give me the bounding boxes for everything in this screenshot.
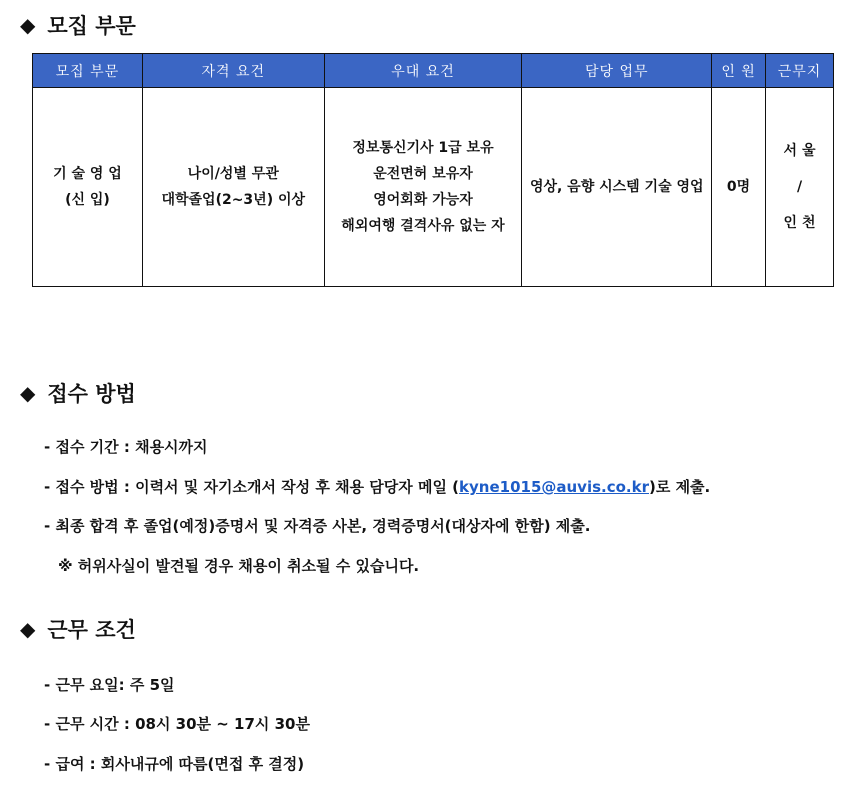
apply-period: - 접수 기간 : 채용시까지: [44, 438, 208, 456]
table-row: [33, 88, 834, 287]
apply-note: ※ 허위사실이 발견될 경우 채용이 취소될 수 있습니다.: [58, 557, 420, 575]
cell-department: [33, 88, 143, 287]
location-line: 서 울: [783, 143, 816, 159]
apply-method: [44, 476, 710, 497]
work-title-text: 근무 조건: [47, 618, 136, 642]
table-header-row: [33, 54, 834, 88]
header-duty: 담당 업무: [522, 54, 712, 88]
apply-section-title: [20, 378, 136, 408]
apply-method-suffix: )로 제출.: [649, 478, 711, 496]
work-section-title: [20, 614, 136, 644]
qualification-line: 대학졸업(2~3년) 이상: [161, 192, 306, 208]
department-line: 기 술 영 업: [53, 166, 122, 182]
header-preferences: 우대 요건: [324, 54, 522, 88]
preference-line: 정보통신기사 1급 보유: [352, 140, 494, 156]
header-headcount: 인 원: [712, 54, 766, 88]
cell-duty: 영상, 음향 시스템 기술 영업: [522, 88, 712, 287]
qualification-line: 나이/성별 무관: [187, 166, 279, 182]
apply-final: - 최종 합격 후 졸업(예정)증명서 및 자격증 사본, 경력증명서(대상자에 한함) 제출.: [44, 517, 591, 535]
preference-line: 해외여행 결격사유 없는 자: [341, 218, 505, 234]
preference-line: 운전면허 보유자: [373, 166, 473, 182]
work-hours: - 근무 시간 : 08시 30분 ~ 17시 30분: [44, 715, 310, 733]
diamond-bullet-icon: ◆: [20, 13, 36, 37]
apply-title-text: 접수 방법: [47, 382, 136, 406]
header-department: 모집 부문: [33, 54, 143, 88]
preference-line: 영어회화 가능자: [373, 192, 473, 208]
work-days: - 근무 요일: 주 5일: [44, 676, 175, 694]
cell-preferences: [324, 88, 522, 287]
recruit-section-title: [20, 10, 136, 40]
location-line: /: [796, 179, 803, 195]
recruit-title-text: 모집 부문: [47, 14, 136, 38]
diamond-bullet-icon: ◆: [20, 381, 36, 405]
recruit-table: [32, 53, 834, 287]
email-link[interactable]: kyne1015@auvis.co.kr: [459, 478, 649, 496]
department-line: (신 입): [65, 192, 110, 208]
cell-location: [766, 88, 834, 287]
diamond-bullet-icon: ◆: [20, 617, 36, 641]
cell-qualifications: [142, 88, 324, 287]
location-line: 인 천: [783, 215, 816, 231]
cell-headcount: 0명: [712, 88, 766, 287]
apply-method-prefix: - 접수 방법 : 이력서 및 자기소개서 작성 후 채용 담당자 메일 (: [44, 478, 460, 496]
work-salary: - 급여 : 회사내규에 따름(면접 후 결정): [44, 755, 305, 773]
header-qualifications: 자격 요건: [142, 54, 324, 88]
header-location: 근무지: [766, 54, 834, 88]
